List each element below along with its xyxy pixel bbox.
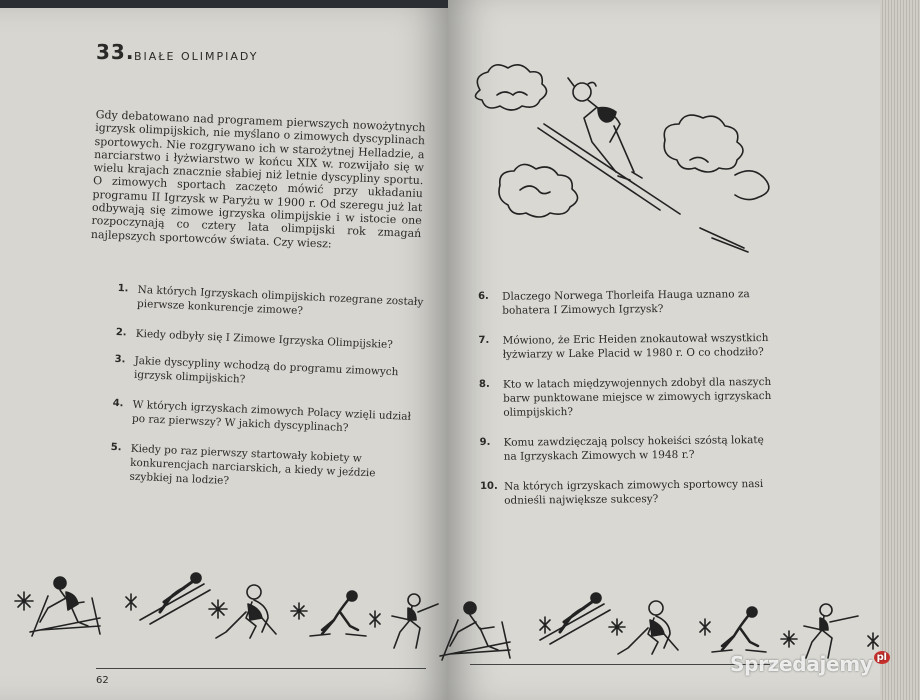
hockey-player-icon	[216, 585, 276, 638]
question-text: Na których Igrzyskach olimpijskich rozegrane zostały pierwsze konkurencje zimowe?	[136, 283, 424, 318]
skier-icon	[30, 577, 100, 636]
question-text: Mówiono, że Eric Heiden znokautował wszystkich łyżwiarzy w Lake Placid w 1980 r. O co chodziło?	[502, 331, 769, 361]
question-number: 4.	[112, 397, 124, 410]
speed-skater-icon	[712, 607, 766, 652]
ski-jumper-icon	[140, 573, 210, 624]
question-number: 2.	[115, 326, 127, 339]
speed-skater-icon	[310, 591, 366, 636]
watermark-logo	[730, 652, 890, 676]
chapter-number: 33.	[96, 40, 135, 64]
watermark-text: Sprzedajemy	[730, 652, 873, 676]
footer-rule-right	[470, 664, 770, 665]
question-text: Kto w latach międzywojennych zdobył dla naszych barw punktowane miejsce w zimowych igrzyskach olimpijskich?	[502, 375, 772, 419]
intro-paragraph: Gdy debatowano nad programem pierwszych nowożytnych igrzysk olimpijskich, nie myślano o zimowych dyscyplinach sportowych. Nie rozgrywano ich w starożytnej Helladzie, a narciarstwo i łyżwiarstwo w końcu XIX w. rozwijało się w wielu krajach znacznie słabiej niż letnie dyscypliny sportu. O zimowych sportach zaczęto mówić przy układaniu programu II Igrzysk w Paryżu w 1900 r. Od szeregu już lat odbywają się zimowe igrzyska olimpijskie i w istocie one rozpoczynają co cztery lata olimpijski rok zmagań najlepszych sportowców świata. Czy wiesz:	[90, 108, 426, 251]
question-number: 7.	[478, 334, 490, 346]
question-number: 10.	[480, 480, 498, 492]
chapter-title: BIAŁE OLIMPIADY	[134, 50, 259, 63]
question-number: 3.	[114, 353, 126, 366]
question-number: 9.	[479, 436, 491, 448]
question-text: Komu zawdzięczają polscy hokeiści szóstą lokatę na Igrzyskach Zimowych w 1948 r.?	[503, 434, 764, 463]
watermark-suffix: pl	[874, 651, 890, 664]
question-text: Kiedy po raz pierwszy startowały kobiety w konkurencjach narciarskich, a kiedy w jeździe szybkiej na lodzie?	[129, 442, 376, 488]
ski-jumper-icon	[540, 593, 610, 644]
cloud-icon	[475, 65, 546, 110]
question-text: W których igrzyskach zimowych Polacy wzięli udział po raz pierwszy? W jakich dyscyplinach?	[131, 398, 412, 435]
cloud-icon	[499, 164, 578, 217]
ski-jumper-illustration	[538, 78, 748, 252]
hockey-player-icon	[618, 601, 678, 654]
question-text: Dlaczego Norwega Thorleifa Hauga uznano za bohatera I Zimowych Igrzysk?	[502, 288, 750, 317]
figure-skater-icon	[392, 594, 438, 648]
question-number: 8.	[478, 378, 490, 390]
cloud-icon	[664, 115, 769, 199]
question-number: 1.	[117, 282, 129, 295]
figure-skater-icon	[804, 604, 858, 658]
question-number: 5.	[110, 441, 122, 454]
page-number: 62	[96, 675, 109, 686]
question-text: Na których igrzyskach zimowych sportowcy nasi odnieśli największe sukcesy?	[503, 478, 764, 507]
question-number: 6.	[478, 290, 489, 302]
question-text: Jakie dyscypliny wchodzą do programu zimowych igrzysk olimpijskich?	[133, 354, 399, 386]
skier-icon	[440, 602, 510, 660]
footer-rule-left	[96, 668, 426, 669]
question-text: Kiedy odbyły się I Zimowe Igrzyska Olimpijskie?	[135, 327, 394, 352]
